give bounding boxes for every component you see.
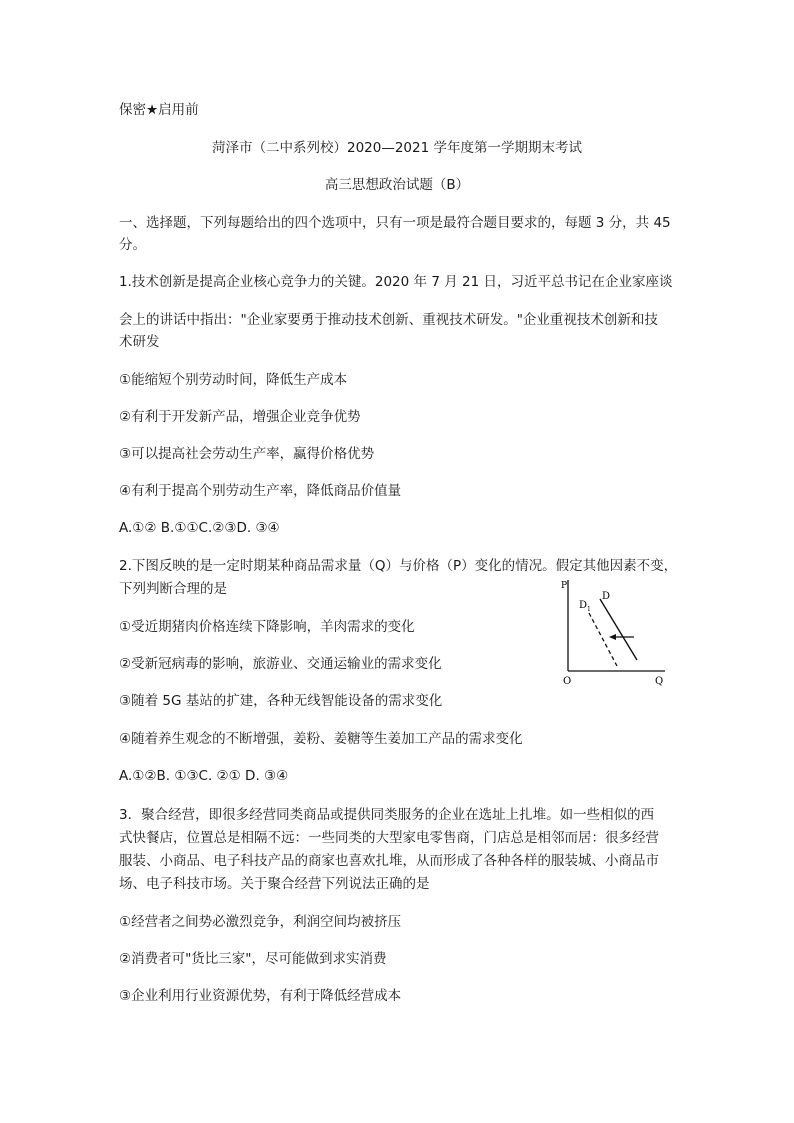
q3-option-3: ③企业利用行业资源优势，有利于降低经营成本 [119, 988, 402, 1004]
q2-choices: A.①②B. ①③C. ②① D. ③④ [119, 768, 289, 784]
demand-curve-figure [560, 578, 670, 686]
q1-stem-line-3: 术研发 [119, 334, 160, 350]
q2-option-3: ③随着 5G 基站的扩建，各种无线智能设备的需求变化 [119, 693, 443, 709]
q3-stem-line-4: 场、电子科技市场。关于聚合经营下列说法正确的是 [119, 876, 430, 892]
q1-option-4: ④有利于提高个别劳动生产率，降低商品价值量 [119, 483, 402, 499]
confidential-label: 保密★启用前 [119, 102, 199, 118]
demand-curve-d1-label: D [579, 600, 588, 611]
q2-stem-line-1: 2.下图反映的是一定时期某种商品需求量（Q）与价格（P）变化的情况。假定其他因素不变， [119, 558, 678, 574]
shift-arrow-head [609, 634, 616, 640]
q-axis-label: Q [655, 676, 664, 686]
q2-stem-line-2: 下列判断合理的是 [119, 581, 227, 597]
q1-stem-line-2: 会上的讲话中指出："企业家要勇于推动技术创新、重视技术研发。"企业重视技术创新和技 [119, 312, 658, 328]
demand-curve-d1-subscript: 1 [587, 606, 591, 613]
q2-option-1: ①受近期猪肉价格连续下降影响，羊肉需求的变化 [119, 619, 415, 635]
demand-curve-d [600, 599, 637, 660]
q3-option-1: ①经营者之间势必激烈竞争，利润空间均被挤压 [119, 914, 402, 930]
q3-stem-line-2: 式快餐店，位置总是相隔不远：一些同类的大型家电零售商，门店总是相邻而居：很多经营 [119, 830, 659, 846]
q3-stem-line-1: 3．聚合经营，即很多经营同类商品或提供同类服务的企业在选址上扎堆。如一些相似的西 [119, 807, 655, 823]
q2-option-4: ④随着养生观念的不断增强，姜粉、姜糖等生姜加工产品的需求变化 [119, 731, 523, 747]
q1-stem-line-1: 1.技术创新是提高企业核心竞争力的关键。2020 年 7 月 21 日，习近平总书记在企业家座谈 [119, 274, 673, 290]
exam-title: 菏泽市（二中系列校）2020—2021 学年度第一学期期末考试 [211, 140, 582, 156]
section-instruction-line-1: 一、选择题，下列每题给出的四个选项中，只有一项是最符合题目要求的，每题 3 分，共 45 [119, 215, 671, 231]
q2-option-2: ②受新冠病毒的影响，旅游业、交通运输业的需求变化 [119, 656, 442, 672]
q3-option-2: ②消费者可"货比三家"，尽可能做到求实消费 [119, 951, 387, 967]
exam-subtitle: 高三思想政治试题（B） [324, 177, 470, 193]
section-instruction-line-2: 分。 [119, 237, 146, 253]
q1-option-1: ①能缩短个别劳动时间，降低生产成本 [119, 372, 348, 388]
q1-choices: A.①② B.①①C.②③D. ③④ [119, 520, 280, 536]
q1-option-2: ②有利于开发新产品，增强企业竞争优势 [119, 409, 361, 425]
origin-label: O [563, 676, 572, 686]
p-axis-label: P [561, 581, 568, 591]
q3-stem-line-3: 服装、小商品、电子科技产品的商家也喜欢扎堆，从而形成了各种各样的服装城、小商品市 [119, 853, 659, 869]
q1-option-3: ③可以提高社会劳动生产率，赢得价格优势 [119, 446, 375, 462]
demand-curve-d-label: D [602, 591, 611, 602]
